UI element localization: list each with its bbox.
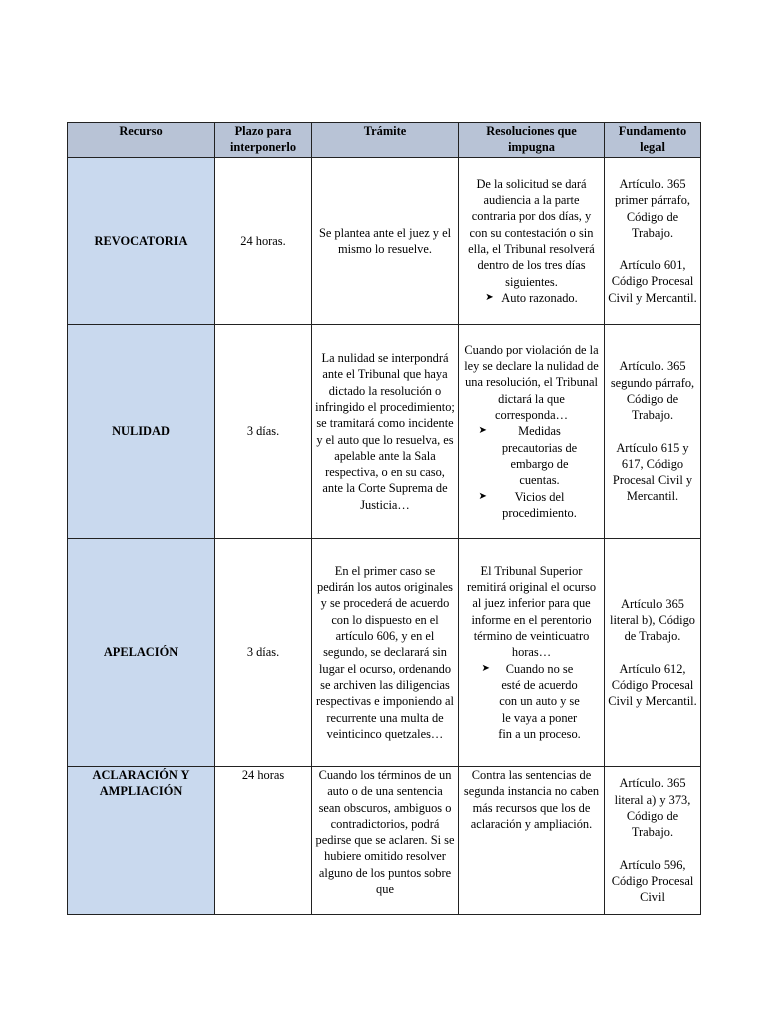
plazo-cell: 24 horas.	[215, 158, 312, 325]
fundamento-cell	[605, 325, 701, 539]
table-row	[68, 158, 701, 325]
arrow-bullet-icon: ➤	[478, 425, 487, 437]
list-item	[462, 423, 601, 488]
fundamento-cell	[605, 767, 701, 915]
fundamento-text-2: Artículo 615 y 617, Código Procesal Civil y Mercantil.	[612, 440, 693, 504]
recurso-cell: NULIDAD	[68, 325, 215, 539]
fundamento-text-1: Artículo. 365 primer párrafo, Código de Trabajo.	[615, 176, 690, 240]
header-resoluciones: Resoluciones que impugna	[459, 123, 605, 158]
table-row	[68, 539, 701, 767]
table-row	[68, 325, 701, 539]
bullet-text: Medidas precautorias de embargo de cuentas.	[501, 424, 578, 488]
list-item	[462, 489, 601, 522]
tramite-cell: Se plantea ante el juez y el mismo lo resuelve.	[312, 158, 459, 325]
resoluciones-text: Cuando por violación de la ley se declare la nulidad de una resolución, el Tribunal dictará la que corresponda…	[464, 342, 599, 423]
plazo-cell: 24 horas	[215, 767, 312, 915]
plazo-cell: 3 días.	[215, 325, 312, 539]
arrow-bullet-icon: ➤	[478, 490, 487, 502]
bullet-text: Cuando no se esté de acuerdo con un auto y se le vaya a poner fin a un proceso.	[498, 661, 581, 741]
resoluciones-cell	[459, 325, 605, 539]
fundamento-text-1: Artículo. 365 segundo párrafo, Código de Trabajo.	[610, 359, 695, 423]
resoluciones-text: Contra las sentencias de segunda instancia no caben más recursos que los de aclaración y ampliación.	[463, 768, 600, 831]
resoluciones-cell	[459, 767, 605, 915]
recurso-cell: REVOCATORIA	[68, 158, 215, 325]
arrow-bullet-icon: ➤	[485, 291, 494, 303]
fundamento-text-2: Artículo 596, Código Procesal Civil	[611, 857, 694, 905]
bullet-text: Vicios del procedimiento.	[502, 489, 577, 520]
fundamento-text-2: Artículo 612, Código Procesal Civil y Mercantil.	[608, 661, 697, 709]
resoluciones-text: El Tribunal Superior remitirá original el ocurso al juez inferior para que informe en el perentorio término de veinticuatro horas…	[466, 563, 597, 660]
fundamento-text-1: Artículo 365 literal b), Código de Trabajo.	[610, 596, 695, 644]
list-item	[462, 290, 601, 306]
header-tramite: Trámite	[312, 123, 459, 158]
fundamento-text-2: Artículo 601, Código Procesal Civil y Mercantil.	[608, 258, 697, 305]
recurso-cell: APELACIÓN	[68, 539, 215, 767]
tramite-cell: En el primer caso se pedirán los autos originales y se procederá de acuerdo con lo dispuesto en el artículo 606, y en el segundo, se declarará sin lugar el ocurso, ordenando se archiven las diligencias respectivas e imponiendo al recurrente una multa de veinticinco quetzales…	[312, 539, 459, 767]
plazo-cell: 3 días.	[215, 539, 312, 767]
tramite-cell: La nulidad se interpondrá ante el Tribunal que haya dictado la resolución o infringido el procedimiento; se tramitará como incidente y el auto que lo resuelva, es apelable ante la Sala respectiva, o en su caso, ante la Corte Suprema de Justicia…	[312, 325, 459, 539]
recurso-cell: ACLARACIÓN Y AMPLIACIÓN	[68, 767, 215, 915]
resoluciones-cell	[459, 158, 605, 325]
list-item	[462, 661, 601, 742]
arrow-bullet-icon: ➤	[481, 662, 490, 674]
tramite-cell: Cuando los términos de un auto o de una sentencia sean obscuros, ambiguos o contradictorios, podrá pedirse que se aclaren. Si se hubiere omitido resolver alguno de los puntos sobre que	[312, 767, 459, 915]
fundamento-cell	[605, 539, 701, 767]
header-plazo: Plazo para interponerlo	[215, 123, 312, 158]
bullet-text: Auto razonado.	[501, 290, 578, 305]
table-row	[68, 767, 701, 915]
recursos-table	[67, 122, 701, 915]
fundamento-text-1: Artículo. 365 literal a) y 373, Código de Trabajo.	[614, 776, 691, 840]
fundamento-cell	[605, 158, 701, 325]
header-fundamento: Fundamento legal	[605, 123, 701, 158]
resoluciones-text: De la solicitud se dará audiencia a la parte contraria por dos días, y con su contestación o sin ella, el Tribunal resolverá dentro de los tres días siguientes.	[468, 176, 595, 289]
header-row	[68, 123, 701, 158]
header-recurso: Recurso	[68, 123, 215, 158]
resoluciones-cell	[459, 539, 605, 767]
